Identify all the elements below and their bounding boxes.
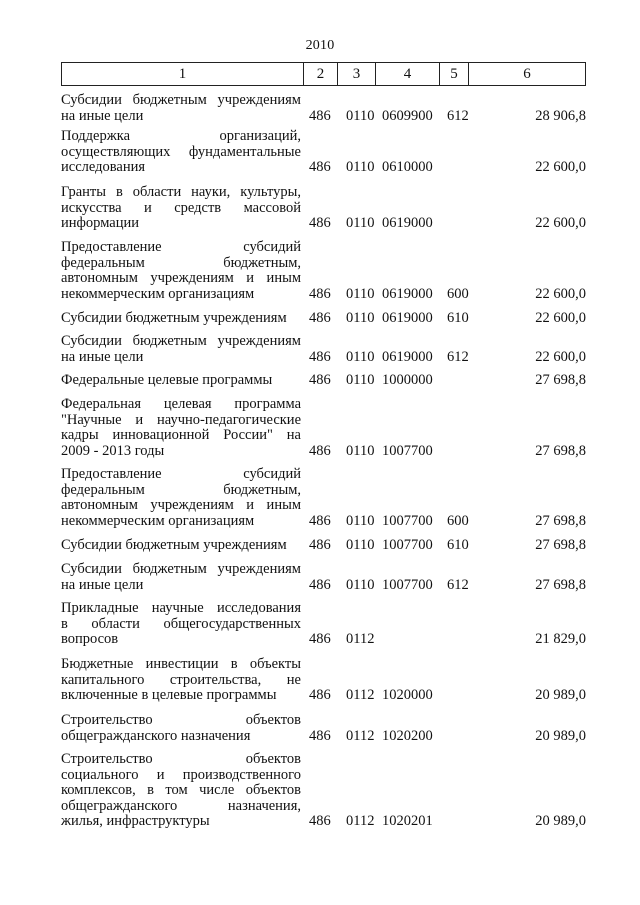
row-description <box>61 334 301 365</box>
cell-c2: 486 <box>309 576 331 593</box>
cell-c6: 20 989,0 <box>535 813 586 829</box>
cell-c6: 27 698,8 <box>535 372 586 388</box>
cell-c5: 610 <box>447 537 469 553</box>
description-line: Предоставление субсидий <box>61 239 301 255</box>
row-description <box>61 467 301 529</box>
cell-c2: 486 <box>309 107 331 124</box>
description-line: Поддержка организаций, <box>61 128 301 144</box>
description-line: исследования <box>61 159 146 175</box>
cell-c2: 486 <box>309 512 331 529</box>
row-description <box>61 373 301 389</box>
cell-c5: 610 <box>447 310 469 326</box>
description-line: капитального строительства, не <box>61 671 301 688</box>
row-description <box>61 185 301 232</box>
table-row <box>61 129 586 176</box>
description-line: жилья, инфраструктуры <box>61 813 210 829</box>
cell-c2: 486 <box>309 631 331 647</box>
description-line: осуществляющих фундаментальные <box>61 143 301 160</box>
description-line: на иные цели <box>61 107 144 124</box>
cell-c4: 1020000 <box>382 687 433 703</box>
column-header-1: 1 <box>62 63 304 85</box>
description-line: общегражданского назначения, <box>61 797 301 814</box>
cell-c3: 0110 <box>346 159 375 175</box>
cell-c6: 20 989,0 <box>535 727 586 744</box>
description-line: автономным учреждениям и иным <box>61 497 301 513</box>
cell-c4: 0619000 <box>382 348 433 365</box>
description-line: Строительство объектов <box>61 751 301 767</box>
description-line: федеральным бюджетным, <box>61 254 301 271</box>
cell-c4: 0610000 <box>382 159 433 175</box>
row-description <box>61 601 301 648</box>
cell-c6: 27 698,8 <box>535 512 586 529</box>
cell-c3: 0110 <box>346 107 375 124</box>
cell-c4: 0609900 <box>382 107 433 124</box>
row-description <box>61 311 301 327</box>
cell-c4: 1020200 <box>382 727 433 744</box>
cell-c4: 0619000 <box>382 310 433 326</box>
cell-c2: 486 <box>309 442 331 459</box>
column-header-6: 6 <box>523 66 531 82</box>
cell-c3: 0112 <box>346 631 375 647</box>
cell-c2: 486 <box>309 687 331 703</box>
description-line: Строительство объектов <box>61 712 301 728</box>
table-row <box>61 467 586 529</box>
description-line: социального и производственного <box>61 766 301 783</box>
cell-c6: 22 600,0 <box>535 348 586 365</box>
description-line: Федеральные целевые программы <box>61 372 273 388</box>
cell-c3: 0110 <box>346 310 375 326</box>
description-line: "Научные и научно-педагогические <box>61 411 301 428</box>
cell-c6: 21 829,0 <box>535 631 586 647</box>
cell-c2: 486 <box>309 310 331 326</box>
description-line: Бюджетные инвестиции в объекты <box>61 656 301 672</box>
description-line: общегражданского назначения <box>61 727 251 744</box>
description-line: в области общегосударственных <box>61 615 301 632</box>
page-number: 2010 <box>305 38 335 53</box>
cell-c2: 486 <box>309 813 331 829</box>
table-row <box>61 93 586 124</box>
table-row <box>61 185 586 232</box>
table-row <box>61 562 586 593</box>
cell-c6: 27 698,8 <box>535 537 586 553</box>
cell-c4: 1007700 <box>382 576 433 593</box>
cell-c4: 1020201 <box>382 813 433 829</box>
table-row <box>61 752 586 830</box>
cell-c4: 1007700 <box>382 442 433 459</box>
description-line: федеральным бюджетным, <box>61 481 301 498</box>
description-line: некоммерческим организациям <box>61 512 255 529</box>
cell-c6: 27 698,8 <box>535 576 586 593</box>
cell-c4: 1007700 <box>382 512 433 529</box>
cell-c6: 28 906,8 <box>535 107 586 124</box>
row-description <box>61 752 301 830</box>
cell-c3: 0110 <box>346 537 375 553</box>
row-description <box>61 129 301 176</box>
table-row <box>61 538 586 554</box>
description-line: Субсидии бюджетным учреждениям <box>61 92 301 108</box>
row-description <box>61 93 301 124</box>
table-row <box>61 311 586 327</box>
cell-c3: 0110 <box>346 442 375 459</box>
description-line: вопросов <box>61 631 119 647</box>
cell-c6: 22 600,0 <box>535 159 586 175</box>
cell-c3: 0112 <box>346 813 375 829</box>
cell-c3: 0110 <box>346 215 375 231</box>
cell-c4: 1000000 <box>382 372 433 388</box>
row-description <box>61 397 301 459</box>
description-line: кадры инновационной России" на <box>61 427 301 443</box>
description-line: Субсидии бюджетным учреждениям <box>61 310 287 326</box>
column-header-4: 4 <box>376 63 440 85</box>
column-header-3: 3 <box>338 63 376 85</box>
table-row <box>61 657 586 704</box>
table-row <box>61 601 586 648</box>
description-line: комплексов, в том числе объектов <box>61 782 301 798</box>
table-row <box>61 373 586 389</box>
description-line: Гранты в области науки, культуры, <box>61 184 301 200</box>
cell-c3: 0110 <box>346 348 375 365</box>
cell-c2: 486 <box>309 727 331 744</box>
table-row <box>61 713 586 744</box>
table-row <box>61 240 586 302</box>
cell-c4: 1007700 <box>382 537 433 553</box>
row-description <box>61 713 301 744</box>
description-line: на иные цели <box>61 348 144 365</box>
cell-c3: 0112 <box>346 687 375 703</box>
cell-c3: 0110 <box>346 512 375 529</box>
description-line: включенные в целевые программы <box>61 687 277 703</box>
table-row <box>61 397 586 459</box>
cell-c2: 486 <box>309 537 331 553</box>
cell-c5: 600 <box>447 512 469 529</box>
description-line: на иные цели <box>61 576 144 593</box>
cell-c4: 0619000 <box>382 215 433 231</box>
row-description <box>61 240 301 302</box>
cell-c4: 0619000 <box>382 285 433 302</box>
cell-c2: 486 <box>309 285 331 302</box>
row-description <box>61 562 301 593</box>
description-line: Субсидии бюджетным учреждениям <box>61 333 301 349</box>
cell-c2: 486 <box>309 372 331 388</box>
description-line: 2009 - 2013 годы <box>61 442 165 459</box>
table-header <box>61 62 586 86</box>
cell-c3: 0110 <box>346 372 375 388</box>
cell-c3: 0110 <box>346 285 375 302</box>
cell-c6: 27 698,8 <box>535 442 586 459</box>
cell-c6: 22 600,0 <box>535 215 586 231</box>
cell-c5: 600 <box>447 285 469 302</box>
cell-c5: 612 <box>447 348 469 365</box>
cell-c6: 20 989,0 <box>535 687 586 703</box>
description-line: искусства и средств массовой <box>61 199 301 216</box>
cell-c2: 486 <box>309 159 331 175</box>
description-line: автономным учреждениям и иным <box>61 270 301 286</box>
description-line: информации <box>61 215 139 231</box>
table-row <box>61 334 586 365</box>
cell-c5: 612 <box>447 107 469 124</box>
cell-c3: 0112 <box>346 727 375 744</box>
description-line: Прикладные научные исследования <box>61 600 301 616</box>
description-line: некоммерческим организациям <box>61 285 255 302</box>
cell-c6: 22 600,0 <box>535 310 586 326</box>
cell-c5: 612 <box>447 576 469 593</box>
row-description <box>61 657 301 704</box>
description-line: Субсидии бюджетным учреждениям <box>61 561 301 577</box>
cell-c3: 0110 <box>346 576 375 593</box>
cell-c6: 22 600,0 <box>535 285 586 302</box>
column-header-2: 2 <box>304 63 338 85</box>
cell-c2: 486 <box>309 348 331 365</box>
description-line: Федеральная целевая программа <box>61 396 301 412</box>
row-description <box>61 538 301 554</box>
column-header-5: 5 <box>440 63 469 85</box>
description-line: Предоставление субсидий <box>61 466 301 482</box>
cell-c2: 486 <box>309 215 331 231</box>
description-line: Субсидии бюджетным учреждениям <box>61 537 287 553</box>
